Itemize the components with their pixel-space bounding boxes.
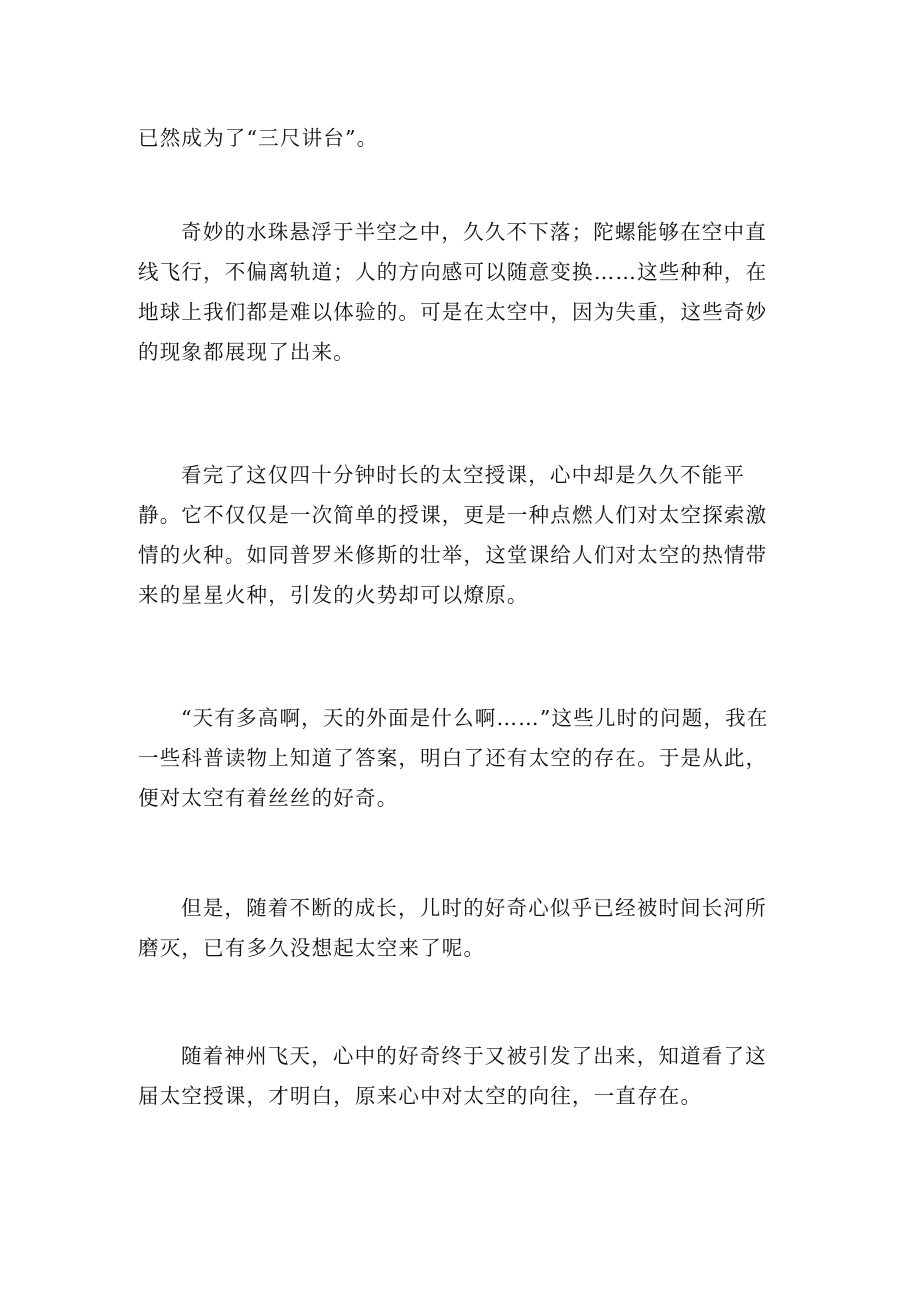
paragraph-childhood-questions: “天有多高啊，天的外面是什么啊……”这些儿时的问题，我在一些科普读物上知道了答案，明白了还有太空的存在。于是从此，便对太空有着丝丝的好奇。 [138,706,769,810]
paragraph-reflection: 看完了这仅四十分钟时长的太空授课，心中却是久久不能平静。它不仅仅是一次简单的授课，更是一种点燃人们对太空探索激情的火种。如同普罗米修斯的壮举，这堂课给人们对太空的热情带来的星星火种，引发的火势却可以燎原。 [138,463,768,607]
paragraph-continuation: 已然成为了“三尺讲台”。 [138,126,379,150]
paragraph-phenomena: 奇妙的水珠悬浮于半空之中，久久不下落；陀螺能够在空中直线飞行，不偏离轨道；人的方向感可以随意变换……这些种种，在地球上我们都是难以体验的。可是在太空中，因为失重，这些奇妙的现象都展现了出来。 [138,220,768,364]
paragraph-growing-up: 但是，随着不断的成长，儿时的好奇心似乎已经被时间长河所磨灭，已有多久没想起太空来了呢。 [138,896,767,960]
paragraph-conclusion: 随着神州飞天，心中的好奇终于又被引发了出来，知道看了这届太空授课，才明白，原来心中对太空的向往，一直存在。 [138,1044,767,1108]
